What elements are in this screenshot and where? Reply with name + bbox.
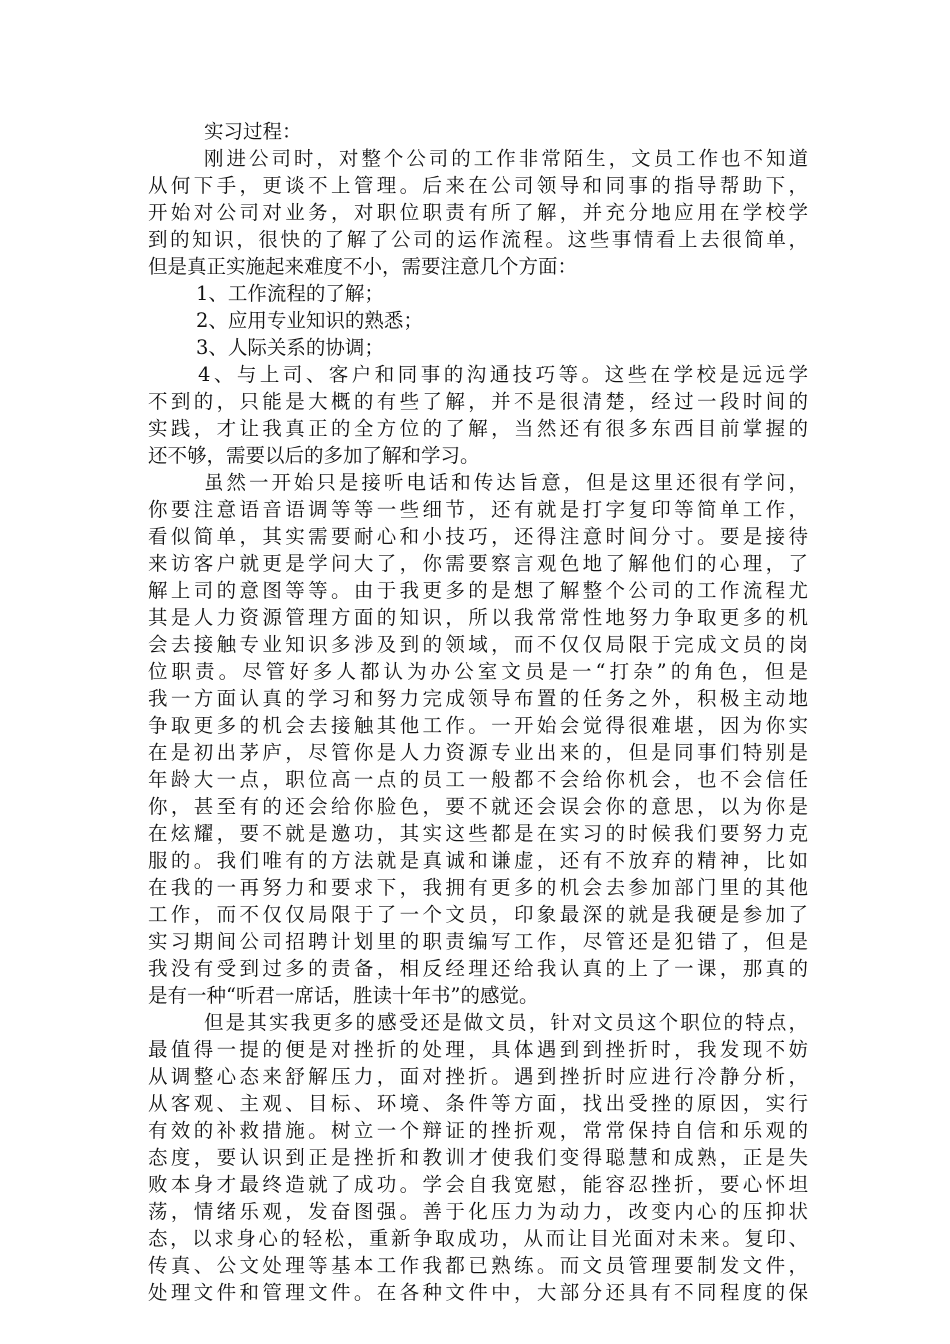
text-line: 但是其实我更多的感受还是做文员，针对文员这个职位的特点， — [204, 1011, 808, 1034]
text-line: 在我的一再努力和要求下，我拥有更多的机会去参加部门里的其他 — [148, 876, 808, 899]
text-line: 还不够，需要以后的多加了解和学习。 — [148, 444, 480, 467]
text-line: 实习期间公司招聘计划里的职责编写工作，尽管还是犯错了，但是 — [148, 930, 808, 953]
text-line: 年龄大一点，职位高一点的员工一般都不会给你机会，也不会信任 — [148, 768, 808, 791]
text-line: 是有一种“听君一席话，胜读十年书”的感觉。 — [148, 984, 539, 1007]
text-line: 看似简单，其实需要耐心和小技巧，还得注意时间分寸。要是接待 — [148, 525, 808, 548]
text-line: 最值得一提的便是对挫折的处理，具体遇到到挫折时，我发现不妨 — [148, 1038, 808, 1061]
text-line: 刚进公司时，对整个公司的工作非常陌生，文员工作也不知道 — [204, 147, 808, 170]
text-line: 我一方面认真的学习和努力完成领导布置的任务之外，积极主动地 — [148, 687, 808, 710]
text-line: 态，以求身心的轻松，重新争取成功，从而让目光面对未来。复印、 — [148, 1227, 808, 1250]
text-line: 但是真正实施起来难度不小，需要注意几个方面： — [148, 255, 578, 278]
list-item: 2、应用专业知识的熟悉； — [196, 309, 423, 332]
text-line: 其是人力资源管理方面的知识，所以我常常性地努力争取更多的机 — [148, 606, 808, 629]
text-line: 实践，才让我真正的全方位的了解，当然还有很多东西目前掌握的 — [148, 417, 808, 440]
text-line: 从客观、主观、目标、环境、条件等方面，找出受挫的原因，实行 — [148, 1092, 808, 1115]
text-line: 荡，情绪乐观，发奋图强。善于化压力为动力，改变内心的压抑状 — [148, 1200, 808, 1223]
text-line: 败本身才最终造就了成功。学会自我宽慰，能容忍挫折，要心怀坦 — [148, 1173, 808, 1196]
text-line: 开始对公司对业务，对职位职责有所了解，并充分地应用在学校学 — [148, 201, 808, 224]
text-line: 争取更多的机会去接触其他工作。一开始会觉得很难堪，因为你实 — [148, 714, 808, 737]
text-line: 会去接触专业知识多涉及到的领域，而不仅仅局限于完成文员的岗 — [148, 633, 808, 656]
text-line: 来访客户就更是学问大了，你需要察言观色地了解他们的心理，了 — [148, 552, 808, 575]
text-line: 解上司的意图等等。由于我更多的是想了解整个公司的工作流程尤 — [148, 579, 808, 602]
section-heading: 实习过程： — [204, 120, 302, 143]
text-line: 我没有受到过多的责备，相反经理还给我认真的上了一课，那真的 — [148, 957, 808, 980]
list-item: 4、与上司、客户和同事的沟通技巧等。这些在学校是远远学 — [198, 363, 808, 386]
list-item: 3、人际关系的协调； — [196, 336, 384, 359]
text-line: 态度，要认识到正是挫折和教训才使我们变得聪慧和成熟，正是失 — [148, 1146, 808, 1169]
list-item: 1、工作流程的了解； — [196, 282, 384, 305]
text-line: 在炫耀，要不就是邀功，其实这些都是在实习的时候我们要努力克 — [148, 822, 808, 845]
text-line: 位职责。尽管好多人都认为办公室文员是一“打杂”的角色，但是 — [148, 660, 808, 683]
text-line: 服的。我们唯有的方法就是真诚和谦虚，还有不放弃的精神，比如 — [148, 849, 808, 872]
text-line: 你要注意语音语调等等一些细节，还有就是打字复印等简单工作， — [148, 498, 808, 521]
text-line: 处理文件和管理文件。在各种文件中，大部分还具有不同程度的保 — [148, 1281, 808, 1304]
text-line: 从调整心态来舒解压力，面对挫折。遇到挫折时应进行冷静分析， — [148, 1065, 808, 1088]
text-line: 工作，而不仅仅局限于了一个文员，印象最深的就是我硬是参加了 — [148, 903, 808, 926]
text-line: 有效的补救措施。树立一个辩证的挫折观，常常保持自信和乐观的 — [148, 1119, 808, 1142]
text-line: 你，甚至有的还会给你脸色，要不就还会误会你的意思，以为你是 — [148, 795, 808, 818]
text-line: 从何下手，更谈不上管理。后来在公司领导和同事的指导帮助下， — [148, 174, 808, 197]
text-line: 虽然一开始只是接听电话和传达旨意，但是这里还很有学问， — [204, 471, 808, 494]
text-line: 不到的，只能是大概的有些了解，并不是很清楚，经过一段时间的 — [148, 390, 808, 413]
document-body — [148, 118, 808, 1306]
text-line: 到的知识，很快的了解了公司的运作流程。这些事情看上去很简单， — [148, 228, 808, 251]
text-line: 传真、公文处理等基本工作我都已熟练。而文员管理要制发文件， — [148, 1254, 808, 1277]
text-line: 在是初出茅庐，尽管你是人力资源专业出来的，但是同事们特别是 — [148, 741, 808, 764]
